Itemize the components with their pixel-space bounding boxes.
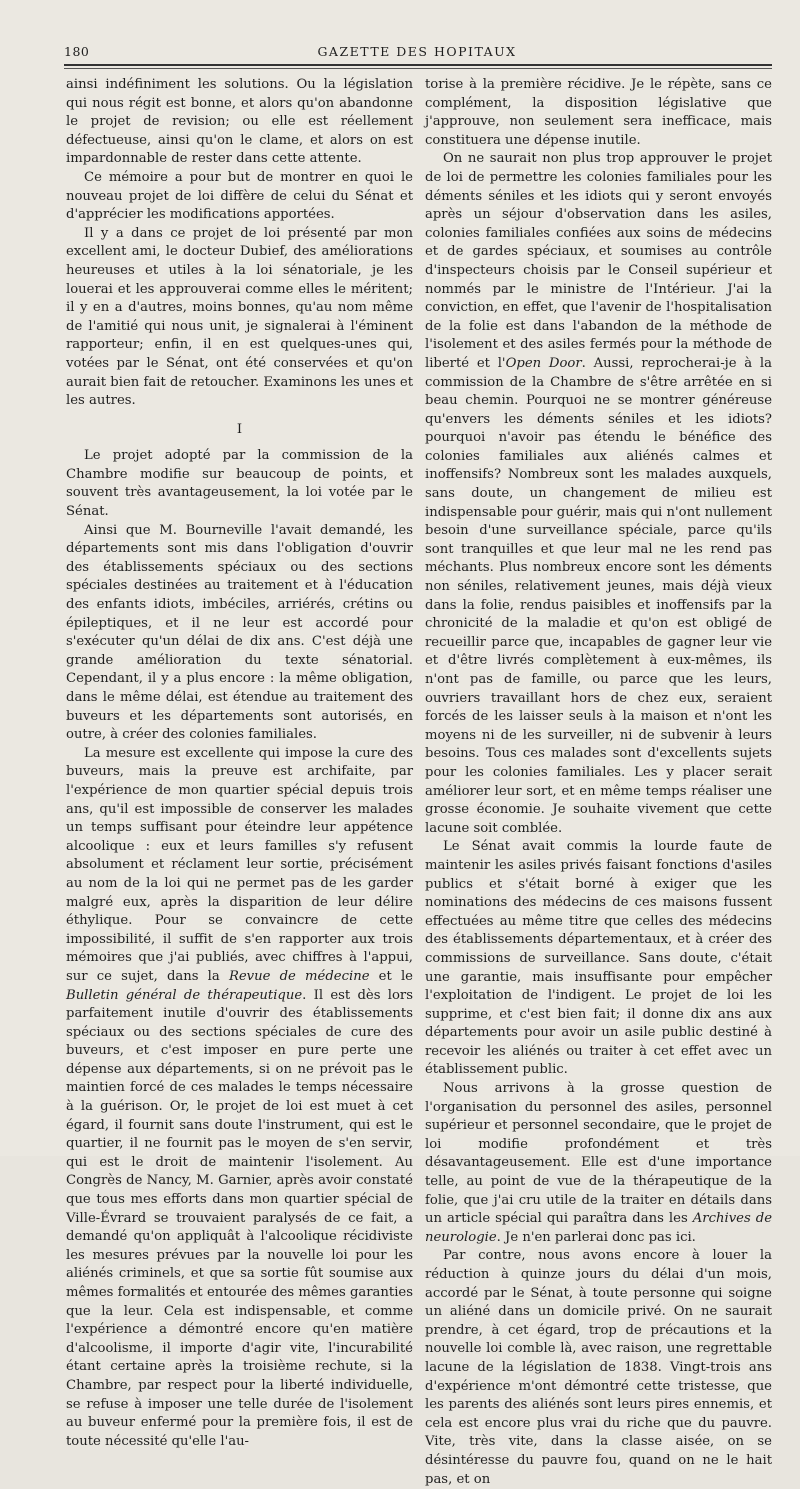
text-run: La mesure est excellente qui impose la cure des buveurs, mais la preuve est archifaite, par l'expérience de mon quartier spécial depuis trois ans, qu'il est impossible de conserver les malades un temps suffisant pour éteindre leur appétence alcoolique : eux et leurs familles s'y refusent absolument et réclament leur sortie, précisément au nom de la loi qui ne permet pas de les garder malgré eux, après la disparition de leur délire éthylique. Pour se convaincre de cette impossibilité, il suffit de s'en rapporter aux trois mémoires que j'ai publiés, avec chiffres à l'appui, sur ce sujet, dans la (66, 745, 413, 984)
text-run: Nous arrivons à la grosse question de l'organisation du personnel des asiles, personnel supérieur et personnel secondaire, que le projet de loi modifie profondément et très désavantageusement. Elle est d'une importance telle, au point de vue de la thérapeutique de la folie, que j'ai cru utile de la traiter en détails dans un article spécial qui paraîtra dans les (425, 1081, 772, 1227)
page-header (64, 44, 770, 64)
running-title: GAZETTE DES HOPITAUX (317, 44, 517, 59)
paragraph: torise à la première récidive. Je le répète, sans ce complément, la disposition législative que j'approuve, non seulement sera inefficace, mais constituera une dépense inutile. (425, 77, 772, 148)
paragraph: Il y a dans ce projet de loi présenté par mon excellent ami, le docteur Dubief, des améliorations heureuses et utiles à la loi sénatoriale, je les louerai et les approuverai comme elles le méritent; il y en a d'autres, moins bonnes, qu'au nom même de l'amitié qui nous unit, je signalerai à l'éminent rapporteur; enfin, il en est quelques-unes qui, votées par le Sénat, ont été conservées et qu'on aurait bien fait de retoucher. Examinons les unes et les autres. (66, 225, 413, 409)
text-run: et le (369, 968, 413, 984)
paragraph: Ainsi que M. Bourneville l'avait demandé, les départements sont mis dans l'obligation d'ouvrir des établissements spéciaux ou des sections spéciales destinées au traitement et à l'éducation des enfants idiots, imbéciles, arriérés, crétins ou épileptiques, et il ne leur est accordé pour s'exécuter qu'un délai de dix ans. C'est déjà une grande amélioration du texte sénatorial. Cependant, il y a plus encore : la même obligation, dans le même délai, est étendue au traitement des buveurs et les départements sont autorisés, en outre, à créer des colonies familiales. (66, 522, 413, 743)
emphasis-term: Open Door (505, 355, 582, 371)
text-run: . Il est dès lors parfaitement inutile d'ouvrir des établissements spéciaux ou des sections spéciales de cure des buveurs, et c'est imposer en pure perte une dépense aux départements, si on ne prévoit pas le maintien forcé de ces malades le temps nécessaire à la guérison. Or, le projet de loi est muet à cet égard, il fournit sans doute l'instrument, qui est le quartier, il ne fournit pas le moyen de s'en servir, qui est le droit de maintenir l'isolement. Au Congrès de Nancy, M. Garnier, après avoir constaté que tous mes efforts dans mon quartier spécial de Ville-Évrard se trouvaient paralysés de ce fait, a demandé qu'on appliquât à l'alcoolique récidiviste les mesures prévues par la nouvelle loi pour les aliénés criminels, et que sa sortie fût soumise aux mêmes formalités et entourée des mêmes garanties que la leur. Cela est indispensable, et comme l'expérience a démontré encore qu'en matière d'alcoolisme, il importe d'agir vite, l'incurabilité étant certaine après la troisième rechute, si la Chambre, par respect pour la liberté individuelle, se refuse à imposer une telle durée de l'isolement au buveur enfermé pour la première fois, il est de toute nécessité qu'elle l'au- (66, 987, 413, 1449)
text-run: On ne saurait non plus trop approuver le projet de loi de permettre les colonies familiales pour les déments séniles et les idiots qui y seront envoyés après un séjour d'observation dans les asiles, colonies familiales confiées aux soins de médecins et de gardes spéciaux, et soumises au contrôle d'inspecteurs choisis par le Conseil supérieur et nommés par le ministre de l'Intérieur. J'ai la conviction, en effet, que l'avenir de l'hospitalisation de la folie est dans l'abandon de la méthode de l'isolement et des asiles fermés pour la méthode de liberté et l' (425, 151, 772, 371)
journal-title: Archives de neurologie (425, 1211, 773, 1245)
header-rule-thick (64, 64, 772, 66)
left-column (66, 76, 413, 1451)
journal-title: Bulletin général de thérapeutique (66, 987, 303, 1003)
paragraph-with-reference (425, 1080, 772, 1247)
paragraph-with-references (66, 745, 413, 1452)
text-run: . Je n'en parlerai donc pas ici. (496, 1229, 696, 1245)
text-run: . Aussi, reprocherai-je à la commission de la Chambre de s'être arrêtée en si beau chemin. Pourquoi ne se montrer généreuse qu'envers les déments séniles et les idiots? pourquoi n'avoir pas étendu le bénéfice des colonies familiales aux aliénés calmes et inoffensifs? Nombreux sont les malades auxquels, sans doute, un changement de milieu est indispensable pour guérir, mais qui n'ont nullement besoin d'une surveillance spéciale, parce qu'ils sont tranquilles et que leur mal ne les rend pas méchants. Plus nombreux encore sont les déments non séniles, relativement jeunes, mais déjà vieux dans la folie, rendus paisibles et inoffensifs par la chronicité de la maladie et qu'on est obligé de recueillir parce que, incapables de gagner leur vie et d'être livrés complètement à eux-mêmes, ils n'ont pas de famille, ou parce que les leurs, ouvriers travaillant hors de chez eux, seraient forcés de les laisser seuls à la maison et n'ont les moyens ni de les surveiller, ni de subvenir à leurs besoins. Tous ces malades sont d'excellents sujets pour les colonies familiales. Les y placer serait améliorer leur sort, et en même temps réaliser une grosse économie. Je souhaite vivement que cette lacune soit comblée. (425, 355, 773, 836)
paragraph: Le Sénat avait commis la lourde faute de maintenir les asiles privés faisant fonctions d'asiles publics et s'était borné à exiger que les nominations des médecins de ces maisons fussent effectuées au même titre que celles des médecins des établissements départementaux, et à créer des commissions de surveillance. Sans doute, c'était une garantie, mais insuffisante pour empêcher l'exploitation de l'indigent. Le projet de loi les supprime, et c'est bien fait; il donne dix ans aux départements pour avoir un asile public destiné à recevoir les aliénés ou traiter à cet effet avec un établissement public. (425, 839, 772, 1078)
paragraph: Le projet adopté par la commission de la Chambre modifie sur beaucoup de points, et souvent très avantageusement, la loi votée par le Sénat. (66, 448, 413, 520)
paragraph-with-emphasis (425, 150, 772, 838)
paragraph: Par contre, nous avons encore à louer la réduction à quinze jours du délai d'un mois, accordé par le Sénat, à toute personne qui soigne un aliéné dans un domicile privé. On ne saurait prendre, à cet égard, trop de précautions et la nouvelle loi comble là, avec raison, une regrettable lacune de la législation de 1838. Vingt-trois ans d'expérience m'ont démontré cette tristesse, que les parents des aliénés sont leurs pires ennemis, et cela est encore plus vrai du riche que du pauvre. Vite, très vite, dans la classe aisée, on se désintéresse du pauvre fou, quand on ne le hait pas, et on (425, 1248, 772, 1487)
header-rule-thin (64, 68, 772, 69)
paragraph: Ce mémoire a pour but de montrer en quoi le nouveau projet de loi diffère de celui du Sénat et d'apprécier les modifications apportées. (66, 169, 413, 223)
right-column (425, 76, 772, 1489)
section-numeral: I (236, 421, 243, 437)
page-number: 180 (64, 44, 90, 59)
journal-title: Revue de médecine (228, 968, 370, 984)
paragraph: ainsi indéfiniment les solutions. Ou la législation qui nous régit est bonne, et alors qu'on abandonne le projet de revision; ou elle est réellement défectueuse, ainsi qu'on le clame, et alors on est impardonnable de rester dans cette attente. (66, 77, 413, 167)
